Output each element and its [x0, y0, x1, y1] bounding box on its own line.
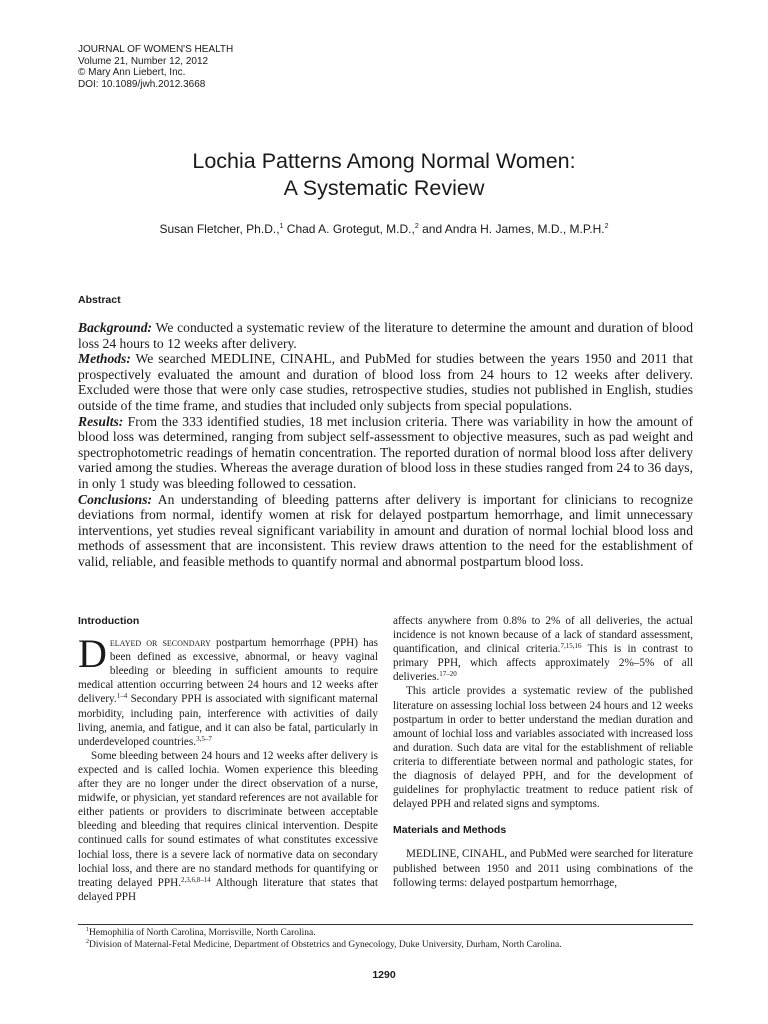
journal-header: [78, 44, 233, 90]
abstract-conclusions: Conclusions: An understanding of bleeding patterns after delivery is important for clinicians to recognize deviations from normal, identify women at risk for delayed postpartum hemorrhage, and limit unnecessary interventions, yet studies reveal significant variability in amount and duration of normal lochial blood loss and methods of assessment that are inconsistent. This review draws attention to the need for the establishment of valid, reliable, and feasible methods to quantify normal and abnormal postpartum blood loss.: [78, 491, 693, 569]
footnotes: [86, 927, 562, 951]
author-name: Chad A. Grotegut, M.D.,: [286, 222, 415, 236]
citation: 3,5–7: [196, 734, 212, 743]
abstract-background: Background: We conducted a systematic review of the literature to determine the amount and duration of blood loss 24 hours to 12 weeks after delivery.: [78, 320, 693, 351]
intro-paragraph: Delayed or secondary postpartum hemorrhage (PPH) has been defined as excessive, abnormal, or heavy vaginal bleeding or bleeding in sufficient amounts to require medical attention occurring between 24 hours and 12 weeks after delivery.$^{1-4}$ Secondary PPH is associated with significant maternal morbidity, including pain, interference with activities of daily living, anemia, and fatigue, and it can also be fatal, particularly in underdeveloped countries.$^{3,5-7}$: [78, 631, 379, 748]
journal-publisher: © Mary Ann Liebert, Inc.: [78, 67, 186, 78]
abstract-results: Results: From the 333 identified studies, 18 met inclusion criteria. There was variability in how the amount of blood loss was determined, ranging from subject self-assessment to objective measures, such as pad weight and spectrophotometric readings of hematin concentration. The reported duration of normal blood loss after delivery varied among the studies. Whereas the average duration of blood loss in these studies ranged from 24 to 36 days, in only 1 study was bleeding followed to cessation.: [78, 413, 693, 491]
citation: 2,3,6,8–14: [181, 875, 211, 884]
footnote: $^2$Division of Maternal-Fetal Medicine, Department of Obstetrics and Gynecology, Duke University, Durham, North Carolina.: [86, 939, 562, 950]
footnote-divider: [78, 924, 693, 925]
article-title: [0, 148, 768, 202]
author-name: and Andra H. James, M.D., M.P.H.: [422, 222, 605, 236]
intro-paragraph: This article provides a systematic review of the published literature on assessing lochial loss between 24 hours and 12 weeks postpartum in order to better understand the median duration and amount of lochial loss and variables associated with increased loss and duration. Such data are vital for the establishment of reliable criteria to differentiate between normal and pathologic states, for the diagnosis of delayed PPH, and for the development of guidelines for prophylactic treatment to reduce patient risk of delayed PPH and related signs and symptoms.: [393, 685, 693, 811]
journal-doi: DOI: 10.1089/jwh.2012.3668: [78, 78, 206, 90]
abstract-methods: Methods: We searched MEDLINE, CINAHL, and PubMed for studies between the years 1950 and 2011 that prospectively evaluated the amount and duration of blood loss from 24 hours to 12 weeks after delivery. Excluded were those that were only case studies, retrospective studies, studies not published in English, studies outside of the time frame, and studies that included only subjects from special populations.: [78, 351, 693, 413]
abstract-label: Methods:: [78, 351, 131, 367]
affiliation-mark: 2: [604, 223, 609, 230]
title-line-2: A Systematic Review: [283, 176, 485, 201]
abstract-body: [78, 320, 693, 570]
intro-paragraph: Some bleeding between 24 hours and 12 weeks after delivery is expected and is called lochia. Women experience this bleeding after they are no longer under the direct observation of a nurse, midwife, or physician, yet standard references are not available for either patients or providers to discriminate between acceptable bleeding and bleeding that requires clinical intervention. Despite continued calls for sound estimates of what constitutes excessive lochial loss, there is a severe lack of normative data on secondary lochial loss, and there are no standard methods for quantifying or treating delayed PPH.$^{2,3,6,8-14}$ Although literature that states that delayed PPH: [78, 749, 378, 903]
affiliation-mark: 2: [414, 223, 419, 230]
left-column: [78, 614, 378, 904]
citation: 1–4: [116, 692, 128, 701]
page-number: 1290: [372, 969, 396, 981]
title-line-1: Lochia Patterns Among Normal Women:: [192, 149, 576, 174]
abstract-heading: Abstract: [78, 294, 121, 306]
journal-name: JOURNAL OF WOMEN'S HEALTH: [78, 44, 234, 55]
methods-paragraph: MEDLINE, CINAHL, and PubMed were searched for literature published between 1950 and 2011 using combinations of the following terms: delayed postpartum hemorrhage,: [393, 848, 693, 889]
abstract-label: Results:: [78, 413, 124, 429]
intro-paragraph: affects anywhere from 0.8% to 2% of all deliveries, the actual incidence is not known because of a lack of standard assessment, quantification, and clinical criteria.$^{7,15,16}$ This is in contrast to primary PPH, which affects approximately 2%–5% of all deliveries.$^{17-20}$: [393, 615, 693, 684]
abstract-label: Conclusions:: [78, 491, 153, 507]
affiliation-mark: 1: [279, 223, 284, 230]
footnote: $^1$Hemophilia of North Carolina, Morrisville, North Carolina.: [86, 927, 316, 938]
drop-cap: D: [78, 631, 107, 677]
citation: 7,15,16: [560, 642, 582, 651]
journal-volume: Volume 21, Number 12, 2012: [78, 55, 209, 67]
introduction-heading: Introduction: [78, 615, 140, 627]
citation: 17–20: [439, 670, 457, 679]
author-list: [0, 222, 768, 236]
author-name: Susan Fletcher, Ph.D.,: [159, 222, 280, 236]
abstract-label: Background:: [78, 320, 153, 335]
methods-heading: Materials and Methods: [393, 824, 507, 837]
right-column: [393, 614, 693, 890]
